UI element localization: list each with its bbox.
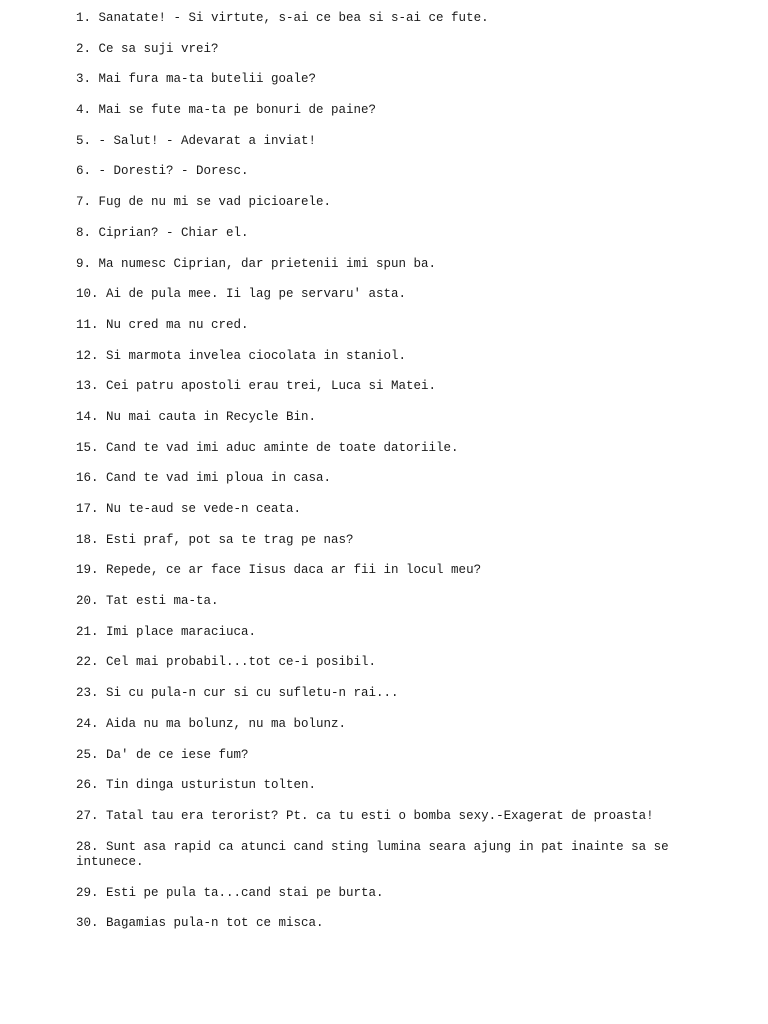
- list-item: 26. Tin dinga usturistun tolten.: [76, 778, 317, 793]
- list-item: 25. Da' de ce iese fum?: [76, 747, 249, 762]
- list-item: 20. Tat esti ma-ta.: [76, 594, 219, 609]
- list-item: 18. Esti praf, pot sa te trag pe nas?: [76, 532, 354, 547]
- list-item: 12. Si marmota invelea ciocolata in staniol.: [76, 348, 407, 363]
- document-page: [76, 11, 676, 947]
- list-item: 6. - Doresti? - Doresc.: [76, 164, 249, 179]
- list-item: 4. Mai se fute ma-ta pe bonuri de paine?: [76, 103, 377, 118]
- list-item: 15. Cand te vad imi aduc aminte de toate datoriile.: [76, 440, 459, 455]
- list-item: 19. Repede, ce ar face Iisus daca ar fii in locul meu?: [76, 563, 482, 578]
- list-item: 2. Ce sa suji vrei?: [76, 41, 219, 56]
- list-item: 22. Cel mai probabil...tot ce-i posibil.: [76, 655, 377, 670]
- list-item: 3. Mai fura ma-ta butelii goale?: [76, 72, 317, 87]
- list-item: 11. Nu cred ma nu cred.: [76, 317, 249, 332]
- list-item: 5. - Salut! - Adevarat a inviat!: [76, 133, 317, 148]
- list-item: 29. Esti pe pula ta...cand stai pe burta.: [76, 885, 384, 900]
- list-item: 16. Cand te vad imi ploua in casa.: [76, 471, 332, 486]
- list-item: 27. Tatal tau era terorist? Pt. ca tu esti o bomba sexy.-Exagerat de proasta!: [76, 808, 654, 823]
- list-item: 30. Bagamias pula-n tot ce misca.: [76, 916, 324, 931]
- list-item: 23. Si cu pula-n cur si cu sufletu-n rai...: [76, 686, 399, 701]
- list-item: 14. Nu mai cauta in Recycle Bin.: [76, 409, 317, 424]
- list-item: 10. Ai de pula mee. Ii lag pe servaru' asta.: [76, 287, 407, 302]
- list-item: 7. Fug de nu mi se vad picioarele.: [76, 195, 332, 210]
- list-item: 21. Imi place maraciuca.: [76, 624, 257, 639]
- list-item: 17. Nu te-aud se vede-n ceata.: [76, 502, 302, 516]
- list-item: 13. Cei patru apostoli erau trei, Luca si Matei.: [76, 379, 437, 394]
- list-item: 1. Sanatate! - Si virtute, s-ai ce bea si s-ai ce fute.: [76, 11, 489, 25]
- list-item: 28. Sunt asa rapid ca atunci cand sting lumina seara ajung in pat inainte sa se intunece.: [76, 839, 677, 869]
- list-item: 9. Ma numesc Ciprian, dar prietenii imi spun ba.: [76, 256, 437, 271]
- list-item: 24. Aida nu ma bolunz, nu ma bolunz.: [76, 716, 347, 731]
- list-item: 8. Ciprian? - Chiar el.: [76, 225, 249, 240]
